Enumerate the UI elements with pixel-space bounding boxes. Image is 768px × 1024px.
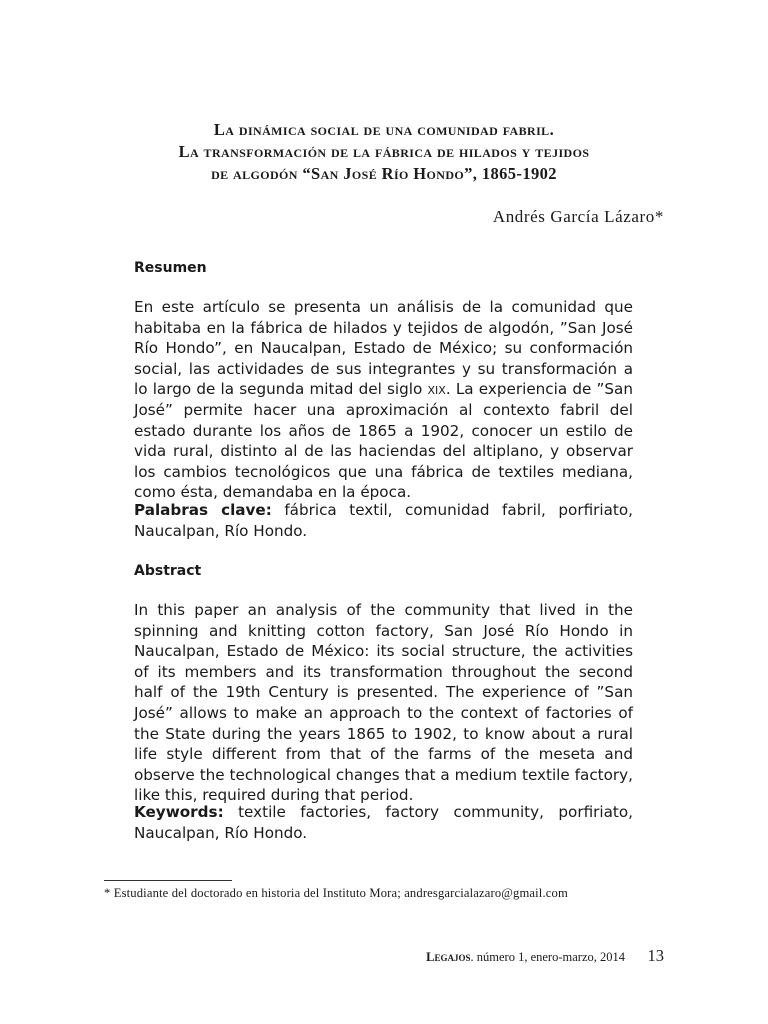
keywords-paragraph xyxy=(134,802,633,843)
abstract-paragraph: In this paper an analysis of the community that lived in the spinning and knitting cotton factory, San José Río Hondo in Naucalpan, Estado de México: its social structure, the activities of its members and its transformation throughout the second half of the 19th Century is presented. The experience of ”San José” allows to make an approach to the context of factories of the State during the years 1865 to 1902, to know about a rural life style different from that of the farms of the meseta and observe the technological changes that a medium textile factory, like this, required during that period. xyxy=(134,601,633,805)
author-name: Andrés García Lázaro* xyxy=(492,207,664,226)
resumen-paragraph xyxy=(134,297,633,503)
journal-name: Legajos xyxy=(426,950,471,964)
keywords-label: Keywords: xyxy=(134,803,224,821)
title-line-1: La dinámica social de una comunidad fabril. xyxy=(213,120,555,139)
running-footer xyxy=(426,950,625,965)
title-line-3: de algodón “San José Río Hondo”, 1865-1902 xyxy=(211,164,557,183)
title-line-2: La transformación de la fábrica de hilados y tejidos xyxy=(178,142,590,161)
page-number: 13 xyxy=(647,946,664,965)
issue-details: . número 1, enero-marzo, 2014 xyxy=(470,950,625,964)
palabras-clave-text: fábrica textil, comunidad fabril, porfiriato, Naucalpan, Río Hondo. xyxy=(134,501,633,540)
article-title xyxy=(110,119,658,185)
resumen-text-before: En este artículo se presenta un análisis de la comunidad que habitaba en la fábrica de hilados y tejidos de algodón, ”San José Río Hondo”, en Naucalpan, Estado de México; su conformación social, las actividades de sus integrantes y su transformación a lo largo de la segunda mitad del siglo xyxy=(134,298,633,399)
footnote-rule xyxy=(104,880,232,881)
abstract-heading: Abstract xyxy=(134,563,202,579)
palabras-clave-paragraph xyxy=(134,500,633,541)
resumen-text-after: . La experiencia de ”San José” permite hacer una aproximación al contexto fabril del estado durante los años de 1865 a 1902, conocer un estilo de vida rural, distinto al de las haciendas del altiplano, y observar los cambios tecnológicos que una fábrica de textiles mediana, como ésta, demandaba en la época. xyxy=(134,380,633,502)
palabras-clave-label: Palabras clave: xyxy=(134,501,272,519)
keywords-text: textile factories, factory community, porfiriato, Naucalpan, Río Hondo. xyxy=(134,803,633,842)
resumen-heading: Resumen xyxy=(134,260,207,276)
footnote: * Estudiante del doctorado en historia del Instituto Mora; andresgarcialazaro@gmail.com xyxy=(104,886,568,900)
resumen-century: xix xyxy=(427,380,446,399)
